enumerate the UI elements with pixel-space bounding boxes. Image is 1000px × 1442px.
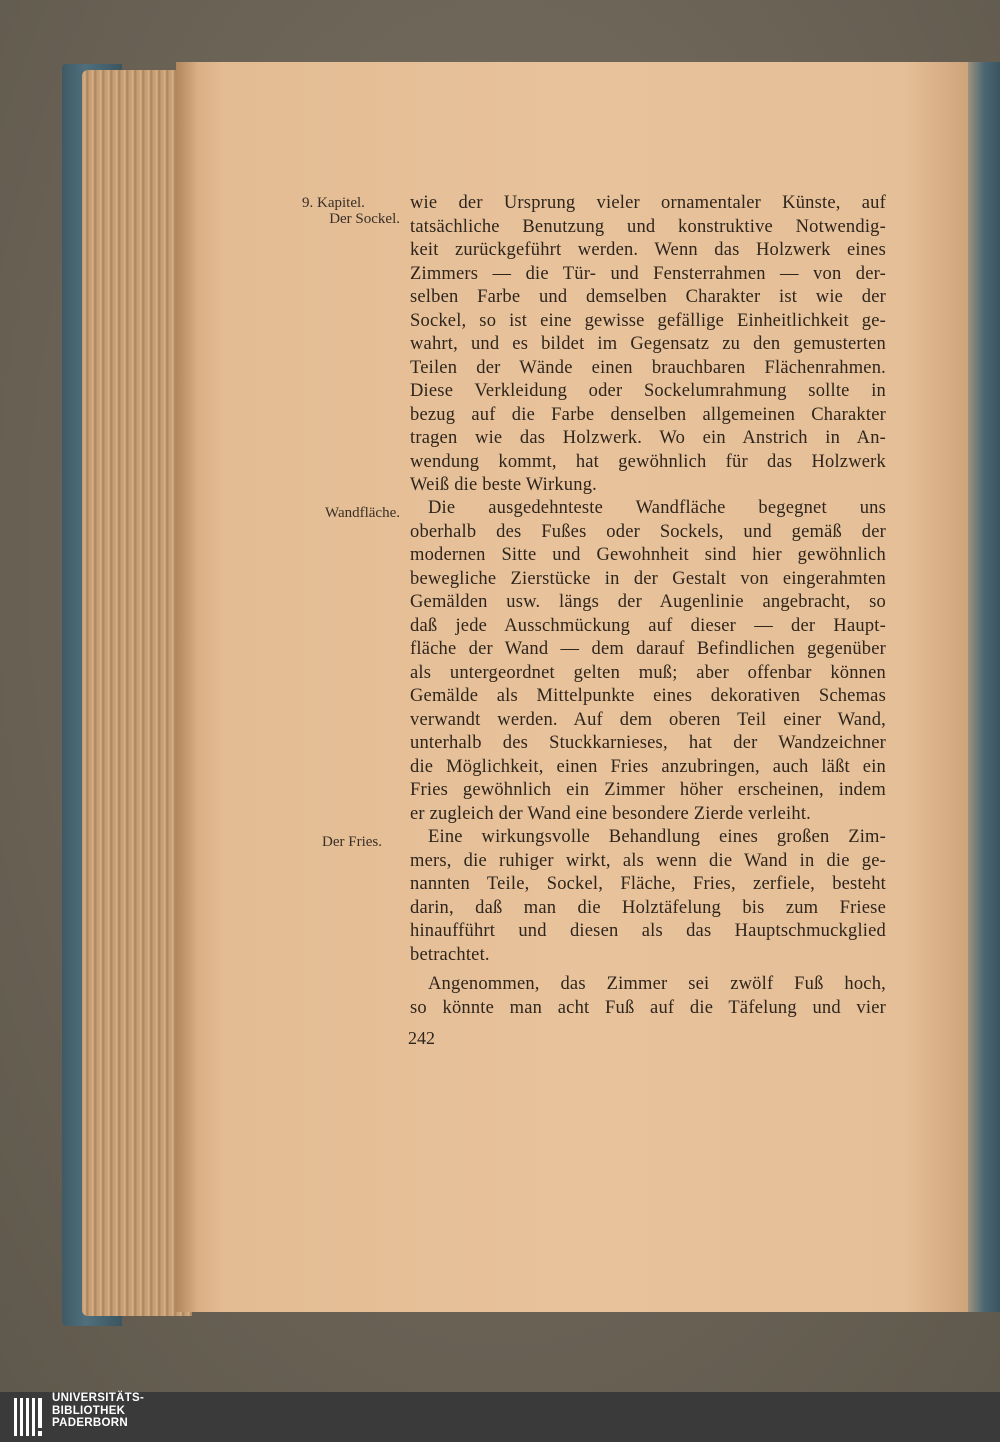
text-line: darin, daß man die Holztäfelung bis zum Friese	[410, 897, 886, 918]
margin-note-wandflaeche: Wandfläche.	[325, 505, 400, 521]
gutter-shadow	[176, 62, 198, 1312]
library-logo-icon	[14, 1398, 44, 1436]
section-label: Der Sockel.	[329, 211, 400, 227]
text-line: fläche der Wand — dem darauf Befindlichen gegenüber	[410, 639, 886, 659]
text-line: als untergeordnet gelten muß; aber offenbar können	[410, 662, 886, 683]
text-line: Angenommen, das Zimmer sei zwölf Fuß hoch,	[428, 974, 886, 994]
text-line: mers, die ruhiger wirkt, als wenn die Wand in die ge-	[410, 850, 886, 871]
text-line: wie der Ursprung vieler ornamentaler Künste, auf	[410, 193, 886, 213]
text-line: Teilen der Wände einen brauchbaren Flächenrahmen.	[410, 357, 886, 378]
text-line: Zimmers — die Tür- und Fensterrahmen — von der-	[410, 263, 886, 284]
margin-note-fries: Der Fries.	[322, 834, 382, 850]
chapter-label: 9. Kapitel.	[302, 195, 365, 211]
text-line: wendung kommt, hat gewöhnlich für das Holzwerk	[410, 451, 886, 472]
text-line: keit zurückgeführt werden. Wenn das Holzwerk eines	[410, 240, 886, 260]
text-line: modernen Sitte und Gewohnheit sind hier gewöhnlich	[410, 545, 886, 565]
text-line: betrachtet.	[410, 944, 490, 965]
text-line: Diese Verkleidung oder Sockelumrahmung sollte in	[410, 381, 886, 401]
margin-note-chapter	[290, 195, 400, 227]
page-number: 242	[408, 1028, 435, 1048]
paragraph-3	[410, 826, 886, 967]
text-line: tatsächliche Benutzung und konstruktive Notwendig-	[410, 216, 886, 237]
text-line: tragen wie das Holzwerk. Wo ein Anstrich in An-	[410, 428, 886, 448]
logo-line-3: PADERBORN	[52, 1417, 128, 1429]
text-line: daß jede Ausschmückung auf dieser — der Haupt-	[410, 615, 886, 636]
text-line: unterhalb des Stuckkarnieses, hat der Wandzeichner	[410, 733, 886, 753]
text-line: so könnte man acht Fuß auf die Täfelung und vier	[410, 997, 886, 1018]
text-line: Weiß die beste Wirkung.	[410, 475, 597, 495]
text-line: bewegliche Zierstücke in der Gestalt von eingerahmten	[410, 568, 886, 589]
logo-line-1: UNIVERSITÄTS-	[52, 1392, 145, 1404]
text-line: bezug auf die Farbe denselben allgemeinen Charakter	[410, 404, 886, 425]
text-line: er zugleich der Wand eine besondere Zierde verleiht.	[410, 803, 811, 824]
text-line: verwandt werden. Auf dem oberen Teil einer Wand,	[410, 709, 886, 730]
text-line: Gemälden usw. längs der Augenlinie angebracht, so	[410, 592, 886, 612]
text-line: wahrt, und es bildet im Gegensatz zu den gemusterten	[410, 334, 886, 354]
text-line: selben Farbe und demselben Charakter ist wie der	[410, 287, 886, 307]
text-line: Fries gewöhnlich ein Zimmer höher erscheinen, indem	[410, 780, 886, 800]
logo-line-2: BIBLIOTHEK	[52, 1404, 126, 1417]
paragraph-1	[410, 192, 886, 498]
text-line: hinaufführt und diesen als das Hauptschmuckglied	[410, 921, 886, 941]
text-line: Gemälde als Mittelpunkte eines dekorativen Schemas	[410, 686, 886, 706]
text-line: nannten Teile, Sockel, Fläche, Fries, zerfiele, besteht	[410, 874, 886, 894]
paragraph-4	[410, 973, 886, 1020]
paragraph-2	[410, 497, 886, 826]
library-logo-text	[52, 1392, 144, 1430]
text-line: die Möglichkeit, einen Fries anzubringen, auch läßt ein	[410, 756, 886, 777]
text-line: Sockel, so ist eine gewisse gefällige Einheitlichkeit ge-	[410, 310, 886, 331]
footer-bar	[0, 1392, 1000, 1442]
text-line: oberhalb des Fußes oder Sockels, und gemäß der	[410, 521, 886, 542]
text-line: Eine wirkungsvolle Behandlung eines großen Zim-	[428, 827, 886, 847]
text-line: Die ausgedehnteste Wandfläche begegnet uns	[428, 498, 886, 518]
